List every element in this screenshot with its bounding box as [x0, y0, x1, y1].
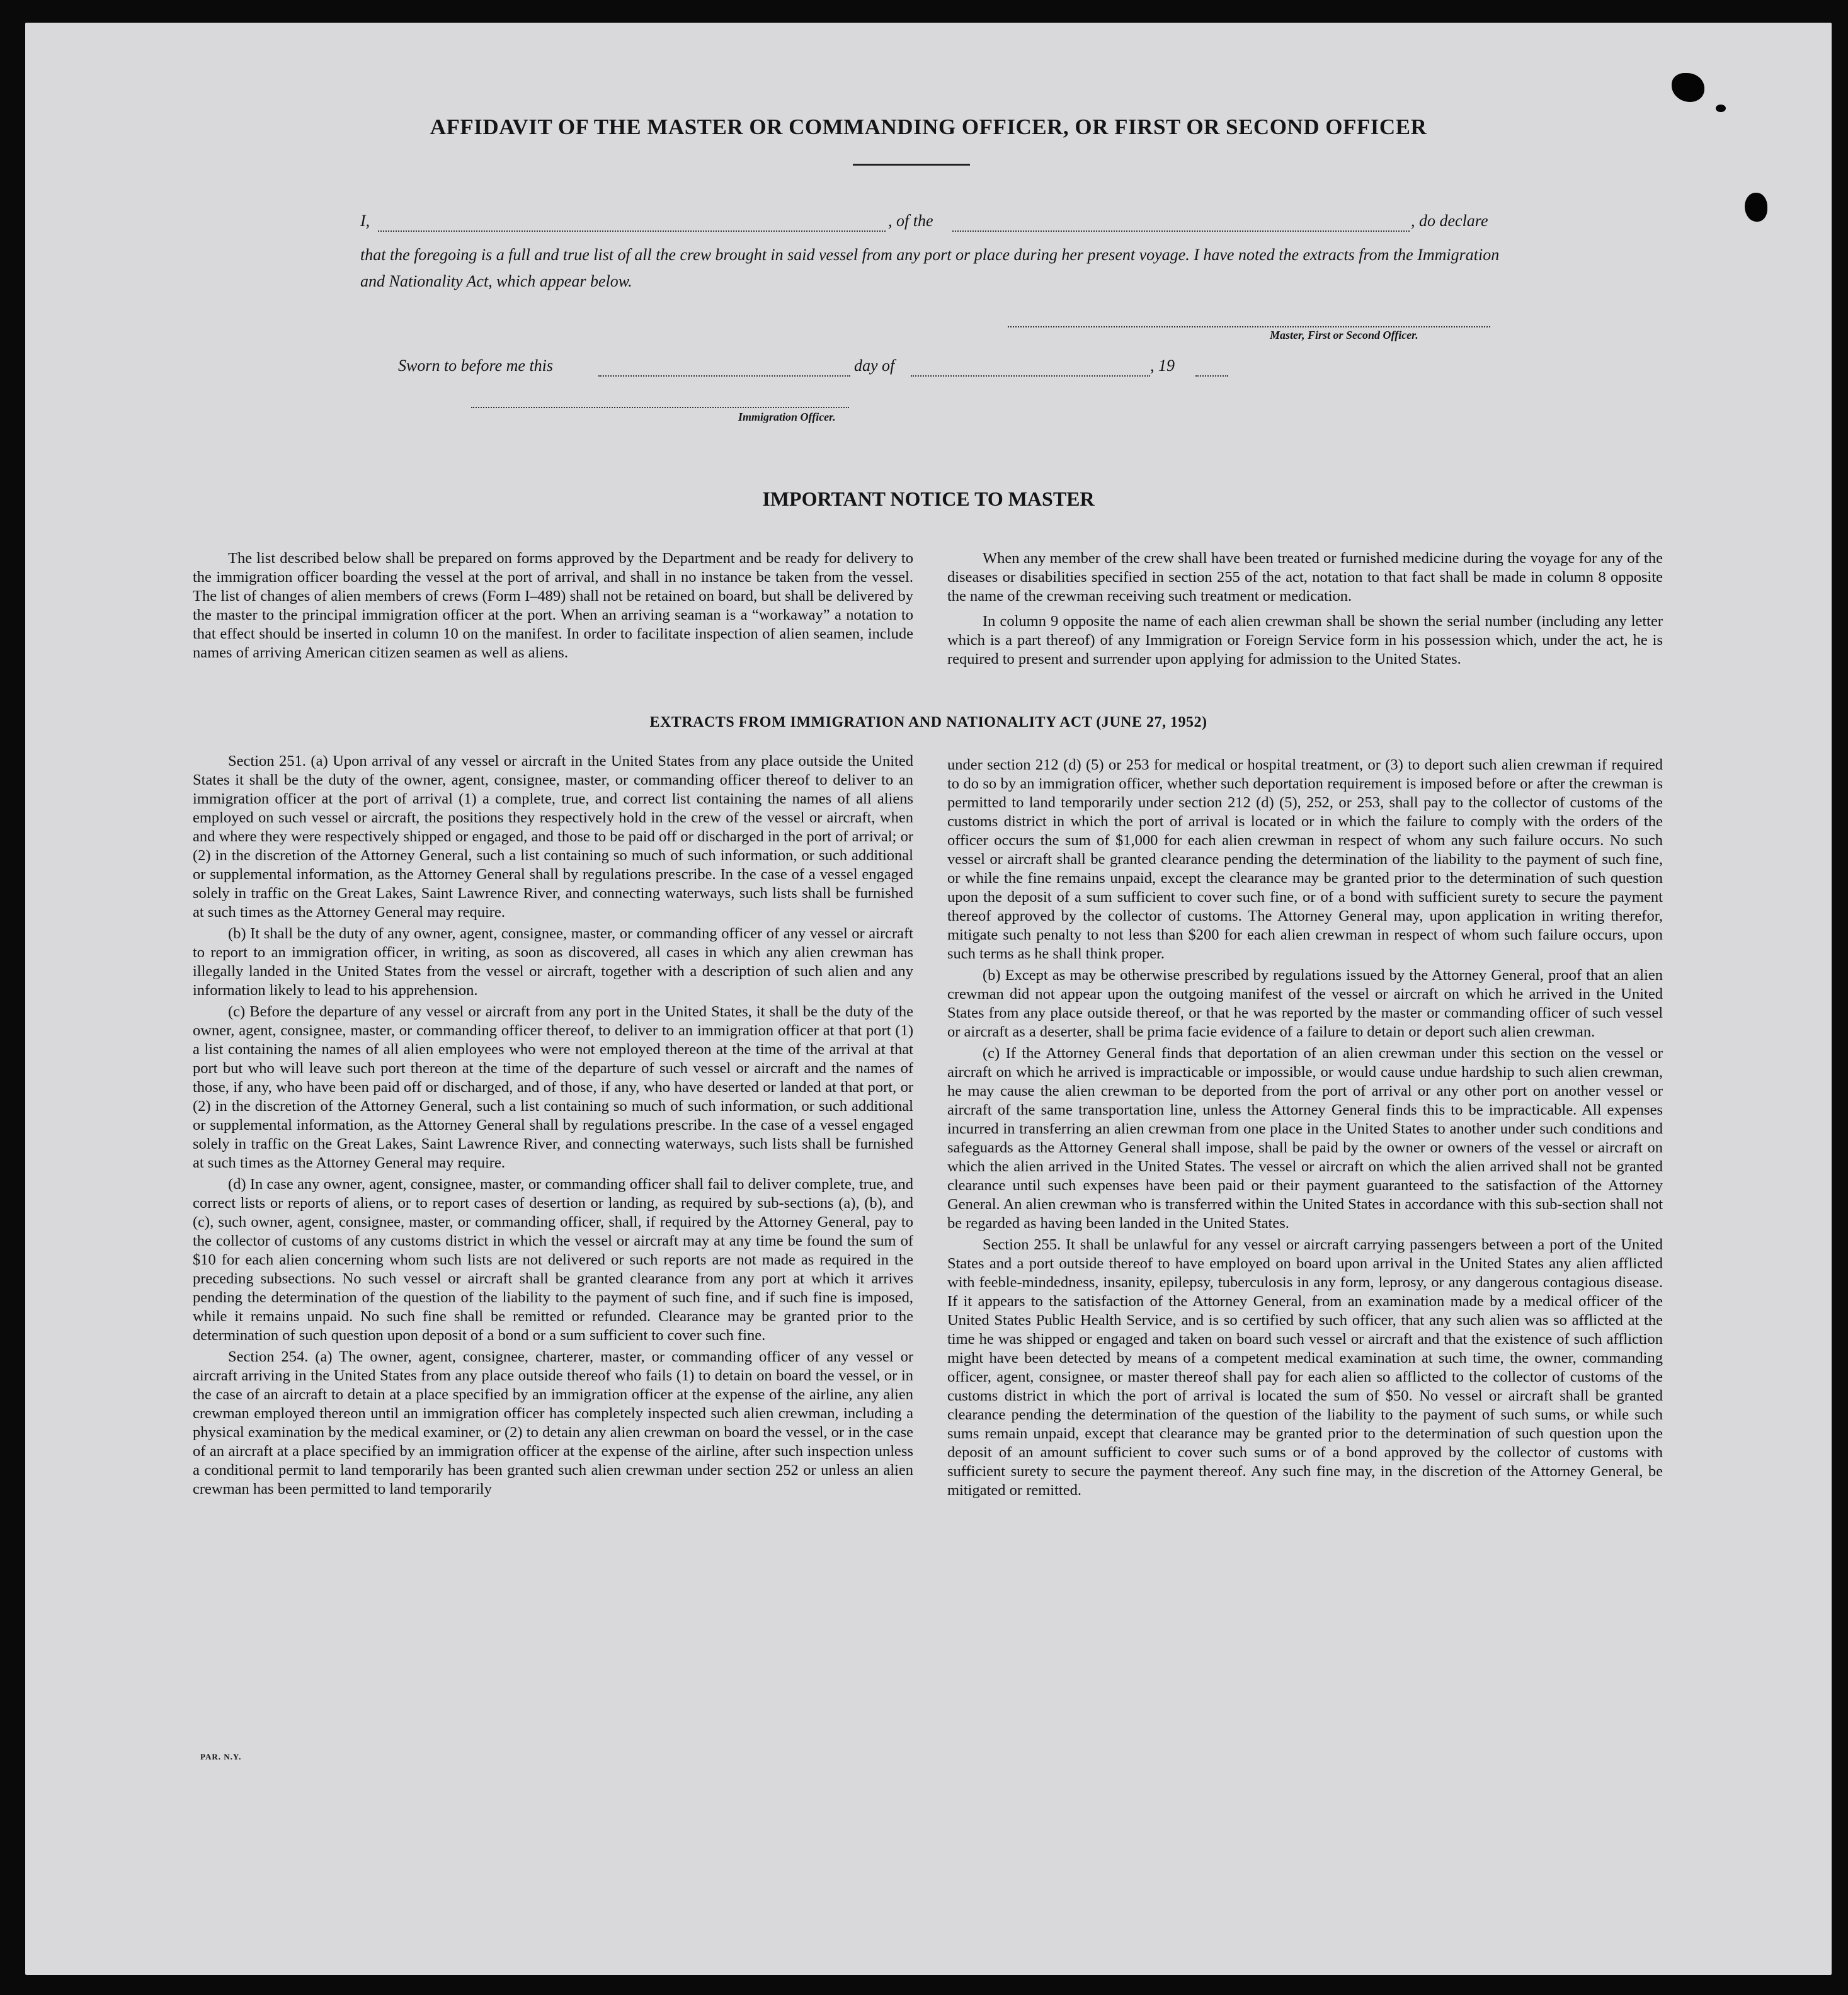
print-code: PAR. N.Y. — [200, 1752, 242, 1761]
section-255: Section 255. It shall be unlawful for any vessel or aircraft carrying passengers between a port of the United States and a port outside thereof to have employed on board upon arrival in the United States any alien afflicted with feeble-mindedness, insanity, epilepsy, tuberculosis in any form, leprosy, or any dangerous contagious disease. If it appears to the satisfaction of the Attorney General, from an examination made by a medical officer of the United States Public Health Service, and is so certified by such officer, that any such alien was so afflicted at the time he was shipped or engaged and taken on board such vessel or aircraft and that the existence of such affliction might have been detected by means of a competent medical examination at such time, the owner, commanding officer, agent, consignee, or master thereof shall pay for each alien so afflicted to the collector of customs of the customs district in which the port of arrival is located the sum of $50. No vessel or aircraft shall be granted clearance pending the determination of the question of the liability to the payment of such sums, or while such sums remain unpaid, except that clearance may be granted prior to the determination of such question upon the deposit of an amount sufficient to cover such sums or of a bond approved by the collector of customs with sufficient surety to secure the payment thereof. Any such fine may, in the discretion of the Attorney General, be mitigated or remitted. — [947, 1236, 1663, 1499]
section-251c: (c) Before the departure of any vessel or aircraft from any port in the United States, it shall be the duty of the owner, agent, consignee, master, or commanding officer thereof, to deliver to an immigration officer at that port (1) a list containing the names of all alien employees who were not employed thereon at the time of the arrival at that port but who will leave such port thereon at the time of the departure of such vessel or aircraft and the names of those, if any, who have been paid off or discharged, and of those, if any, who have deserted or landed at that port, or (2) in the discretion of the Attorney General, such a list containing so much of such information, or such additional or supplemental information, as the Attorney General shall by regulations prescribe. In the case of a vessel engaged solely in traffic on the Great Lakes, Saint Lawrence River, and connecting waterways, such lists shall be furnished at such times as the Attorney General may require. — [193, 1003, 913, 1171]
section-251d: (d) In case any owner, agent, consignee, master, or commanding officer shall fail to deliver complete, true, and correct lists or reports of aliens, or to report cases of desertion or landing, as required by sub-sections (a), (b), and (c), such owner, agent, consignee, master, or commanding officer, shall, if required by the Attorney General, pay to the collector of customs of any customs district in which the vessel or aircraft may at any time be found the sum of $10 for each alien concerning whom such lists are not delivered or such reports are not made as required in the preceding subsections. No such vessel or aircraft shall be granted clearance from any port at which it arrives pending the determination of the question of the liability to the payment of such fine, and if such fine is imposed, while it remains unpaid. No such fine shall be remitted or refunded. Clearance may be granted prior to the determination of such question upon deposit of a bond or a sum sufficient to cover such fine. — [193, 1176, 913, 1344]
master-signature-field[interactable] — [1008, 319, 1490, 327]
section-254a-continued: under section 212 (d) (5) or 253 for medical or hospital treatment, or (3) to deport such alien crewman if required to do so by an immigration officer, whether such deportation requirement is imposed before or after the crewman is permitted to land temporarily under section 212 (d) (5), 252, or 253, shall pay to the collector of customs of the customs district in which the port of arrival is located or in which the failure to comply with the orders of the officer occurs the sum of $1,000 for each alien crewman in respect of whom any such failure occurs. No such vessel or aircraft shall be granted clearance pending the determination of the liability to the payment of such fine, or while the fine remains unpaid, except the clearance may be granted prior to the determination of such question upon the deposit of a sum sufficient to cover such fine, or of a bond with sufficient surety to secure the payment thereof approved by the collector of customs. The Attorney General may, upon application in writing therefor, mitigate such penalty to not less than $200 for each alien crewman in respect of whom such failure occurs, upon such terms as he shall think proper. — [947, 756, 1663, 962]
notice-left-column — [193, 549, 913, 665]
sworn-label: Sworn to before me this — [398, 356, 554, 375]
sworn-year-field[interactable] — [1195, 360, 1228, 377]
ink-spot — [1716, 105, 1726, 112]
notice-title: IMPORTANT NOTICE TO MASTER — [762, 487, 1095, 510]
extracts-right-column — [947, 756, 1663, 1503]
affidavit-line1-start: I, — [360, 212, 370, 230]
section-251b: (b) It shall be the duty of any owner, agent, consignee, master, or commanding officer of any vessel or aircraft to report to an immigration officer, in writing, as soon as discovered, all cases in which any alien crewman has illegally landed in the United States from the vessel or aircraft, together with a description of such alien and any information likely to lead to his apprehension. — [193, 925, 913, 999]
sworn-day-label: day of — [854, 356, 895, 375]
notice-paragraph: In column 9 opposite the name of each alien crewman shall be shown the serial number (including any letter which is a part thereof) of any Immigration or Foreign Service form in his possession which, under the act, he is required to present and surrender upon applying for admission to the United States. — [947, 613, 1663, 668]
affidavit-line1-mid: , of the — [888, 212, 933, 230]
vessel-name-field[interactable] — [952, 215, 1410, 232]
ink-blot — [1672, 73, 1704, 102]
declarant-name-field[interactable] — [378, 215, 886, 232]
affidavit-title: AFFIDAVIT OF THE MASTER OR COMMANDING OFFICER, OR FIRST OR SECOND OFFICER — [430, 115, 1427, 139]
officer-signature-label: Immigration Officer. — [738, 411, 836, 423]
officer-signature-field[interactable] — [471, 399, 849, 408]
notice-paragraph: The list described below shall be prepared on forms approved by the Department and be ready for delivery to the immigration officer boarding the vessel at the port of arrival, and shall in no instance be taken from the vessel. The list of changes of alien members of crews (Form I–489) shall not be retained on board, but shall be delivered by the master to the principal immigration officer at the port. When an arriving seaman is a “workaway” a notation to that effect should be inserted in column 10 on the manifest. In order to facilitate inspection of alien seamen, include names of arriving American citizen seamen as well as aliens. — [193, 550, 913, 661]
section-254a: Section 254. (a) The owner, agent, consignee, charterer, master, or commanding officer of any vessel or aircraft arriving in the United States from any place outside thereof who fails (1) to detain on board the vessel, or in the case of an aircraft to detain at a place specified by an immigration officer at the expense of the airline, any alien crewman employed thereon until an immigration officer has completely inspected such alien crewman, including a physical examination by the medical examiner, or (2) to detain any alien crewman on board the vessel, or in the case of an aircraft at a place specified by an immigration officer at the expense of the airline, after such inspection unless a conditional permit to land temporarily has been granted such alien crewman under section 252 or unless an alien crewman has been permitted to land temporarily — [193, 1348, 913, 1498]
sworn-year-label: , 19 — [1150, 356, 1175, 375]
notice-paragraph: When any member of the crew shall have been treated or furnished medicine during the voyage for any of the diseases or disabilities specified in section 255 of the act, notation to that fact shall be made in column 8 opposite the name of the crewman receiving such treatment or medication. — [947, 550, 1663, 605]
extracts-title: EXTRACTS FROM IMMIGRATION AND NATIONALITY ACT (JUNE 27, 1952) — [649, 714, 1207, 730]
punch-hole-mark — [1745, 193, 1767, 222]
document-page — [25, 23, 1832, 1975]
affidavit-line1-end: , do declare — [1411, 212, 1488, 230]
sworn-day-field[interactable] — [598, 360, 850, 377]
master-signature-label: Master, First or Second Officer. — [1270, 329, 1418, 341]
title-divider — [853, 164, 970, 166]
section-254c: (c) If the Attorney General finds that deportation of an alien crewman under this section on the vessel or aircraft on which he arrived is impracticable or impossible, or would cause undue hardship to such alien crewman, he may cause the alien crewman to be deported from the port of arrival or any other port on another vessel or aircraft of the same transportation line, unless the Attorney General finds this to be impracticable. All expenses incurred in transferring an alien crewman from one place in the United States to another under such conditions and safeguards as the Attorney General shall impose, shall be paid by the owner or owners of the vessel or aircraft on which the alien arrived in the United States. The vessel or aircraft on which the alien arrived shall not be granted clearance until such expenses have been paid or their payment guaranteed to the satisfaction of the Attorney General. An alien crewman who is transferred within the United States in accordance with this sub-section shall not be regarded as having been landed in the United States. — [947, 1045, 1663, 1232]
section-254b: (b) Except as may be otherwise prescribed by regulations issued by the Attorney General, proof that an alien crewman did not appear upon the outgoing manifest of the vessel or aircraft on which he arrived in the United States from any place outside thereof, or that he was reported by the master or commanding officer of such vessel or aircraft as a deserter, shall be prima facie evidence of a failure to detain or deport such alien crewman. — [947, 967, 1663, 1040]
affidavit-statement: that the foregoing is a full and true list of all the crew brought in said vessel from any port or place during her present voyage. I have noted the extracts from the Immigration and Nationality Act, which appear below. — [360, 246, 1500, 290]
sworn-month-field[interactable] — [911, 360, 1150, 377]
extracts-left-column — [193, 752, 913, 1501]
section-251a: Section 251. (a) Upon arrival of any vessel or aircraft in the United States from any place outside the United States it shall be the duty of the owner, agent, consignee, master, or commanding officer thereof to deliver to an immigration officer at the port of arrival (1) a complete, true, and correct list containing the names of all aliens employed on such vessel or aircraft, the positions they respectively hold in the crew of the vessel or aircraft, when and where they were respectively shipped or engaged, and those to be paid off or discharged in the port of arrival; or (2) in the discretion of the Attorney General, such a list containing so much of such information, or such additional or supplemental information, as the Attorney General shall by regulations prescribe. In the case of a vessel engaged solely in traffic on the Great Lakes, Saint Lawrence River, and connecting waterways, such lists shall be furnished at such times as the Attorney General may require. — [193, 753, 913, 921]
notice-right-column — [947, 549, 1663, 671]
